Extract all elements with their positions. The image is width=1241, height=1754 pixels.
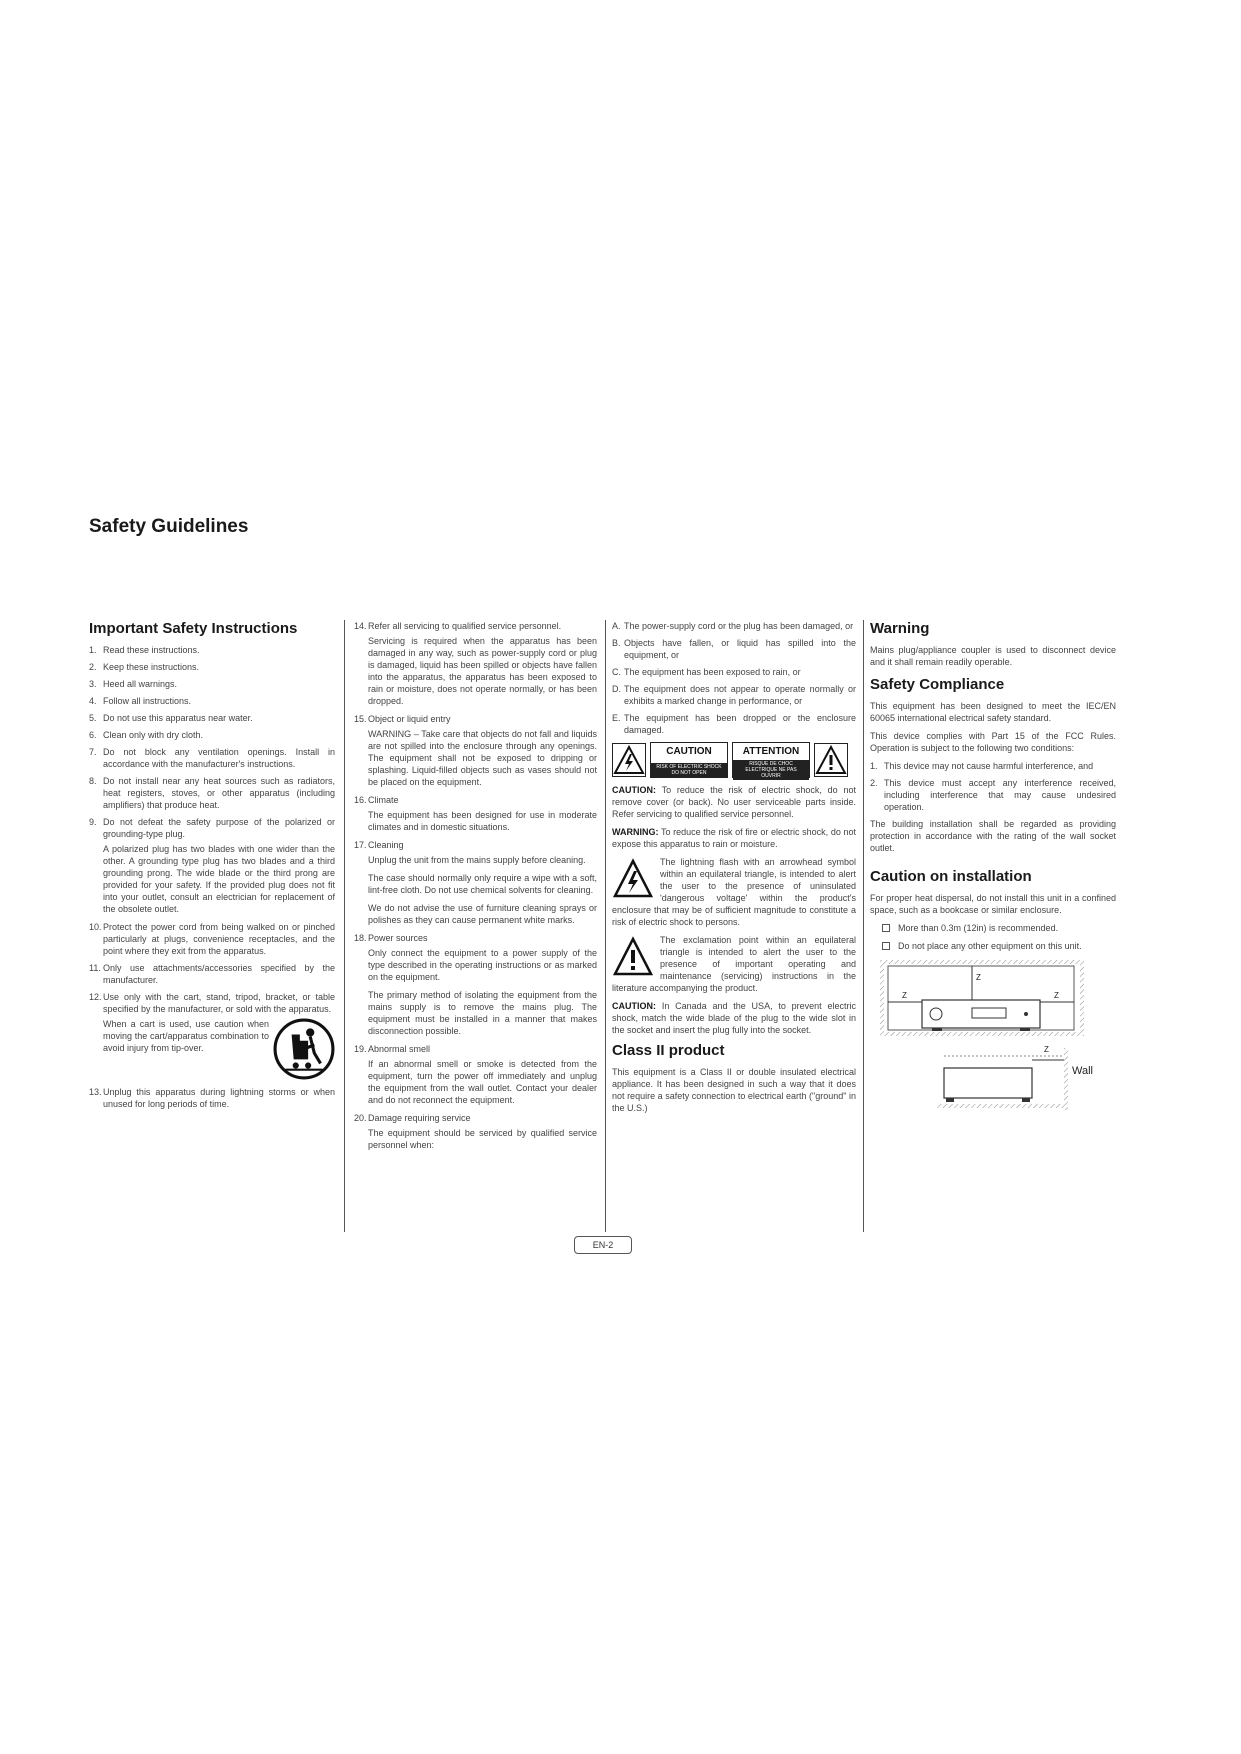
clearance-diagram: [870, 960, 1116, 1110]
exclamation-triangle-icon: [612, 936, 654, 978]
instruction-item: 20. Damage requiring service The equipment should be serviced by qualified service personnel when:: [354, 1113, 597, 1150]
caution-plug-text: CAUTION: In Canada and the USA, to prevent electric shock, match the wide blade of the plug to the wide slot in the socket and insert the plug fully into the socket.: [612, 1001, 856, 1035]
caution-column: [612, 620, 856, 1120]
important-safety-column: [89, 620, 335, 1115]
condition-item: 1. This device may not cause harmful interference, and: [870, 761, 1094, 771]
service-conditions-list: [612, 620, 856, 736]
instruction-list: [89, 644, 335, 1110]
cart-caution-detail: When a cart is used, use caution when moving the cart/apparatus combination to avoid injury from tip-over.: [103, 1018, 335, 1080]
fcc-text: This device complies with Part 15 of the FCC Rules. Operation is subject to the following two conditions:: [870, 731, 1116, 753]
servicing-column: [354, 620, 597, 1157]
instruction-item: 10. Protect the power cord from being walked on or pinched particularly at plugs, convenience receptacles, and the point where they exit from the apparatus.: [89, 922, 335, 956]
instruction-item: 1. Read these instructions.: [89, 645, 200, 655]
lightning-explanation: The lightning flash with an arrowhead symbol within an equilateral triangle, is intended to alert the user to the presence of uninsulated 'dangerous voltage' within the product's enclosure that may be of sufficient magnitude to constitute a risk of electric shock to persons.: [612, 857, 856, 927]
safety-compliance-heading: Safety Compliance: [870, 676, 1005, 693]
exclamation-explanation: The exclamation point within an equilateral triangle is intended to alert the user to the presence of important operating and maintenance (servicing) instructions in the literature accompanying the product.: [612, 935, 856, 993]
column-divider: [344, 620, 345, 1232]
polarized-plug-detail: A polarized plug has two blades with one wider than the other. A grounding type plug has two blades and a third grounding prong. The wide blade or the third prong are provided for your safety. If the provided plug does not fit into your outlet, consult an electrician for replacement of the obsolete outlet.: [103, 844, 335, 914]
warning-rain-text: WARNING: To reduce the risk of fire or electric shock, do not expose this apparatus to rain or moisture.: [612, 827, 856, 849]
instruction-item: 9. Do not defeat the safety purpose of the polarized or grounding-type plug. A polarized plug has two blades with one wider than the other. A grounding type plug has two blades and a third grounding prong. The wide blade or the third prong are provided for your safety. If the provided plug does not fit into your outlet, consult an electrician for replacement of the obsolete outlet.: [89, 817, 335, 914]
compliance-column: [870, 620, 1116, 1110]
attention-box: ATTENTION RISQUE DE CHOC ELECTRIQUE NE PAS OUVRIR: [732, 742, 810, 778]
column-divider: [605, 620, 606, 1232]
building-installation-text: The building installation shall be regarded as providing protection in accordance with the rating of the wall socket outlet.: [870, 819, 1116, 853]
page-number: EN-2: [574, 1236, 632, 1254]
cart-tipover-icon: [273, 1018, 335, 1080]
condition-item: D. The equipment does not appear to operate normally or exhibits a marked change in performance, or: [612, 684, 856, 706]
svg-text:Z: Z: [1054, 991, 1059, 1000]
installation-text: For proper heat dispersal, do not install this unit in a confined space, such as a bookcase or similar enclosure.: [870, 893, 1116, 915]
page-title: Safety Guidelines: [89, 516, 249, 537]
caution-box: CAUTION RISK OF ELECTRIC SHOCK DO NOT OPEN: [650, 742, 728, 778]
installation-heading: Caution on installation: [870, 868, 1032, 885]
instruction-item: 16. Climate The equipment has been designed for use in moderate climates and in domestic situations.: [354, 795, 597, 832]
class-ii-heading: Class II product: [612, 1042, 725, 1059]
installation-item: Do not place any other equipment on this unit.: [882, 940, 1116, 952]
instruction-item: 13. Unplug this apparatus during lightning storms or when unused for long periods of time.: [89, 1087, 335, 1109]
svg-text:Z: Z: [976, 973, 981, 982]
column-divider: [863, 620, 864, 1232]
fcc-conditions-list: [870, 760, 1116, 813]
instruction-item: 19. Abnormal smell If an abnormal smell or smoke is detected from the equipment, turn the power off immediately and unplug the equipment from the wall outlet. Contact your dealer and do not reconnect the equipment.: [354, 1044, 597, 1105]
important-safety-heading: Important Safety Instructions: [89, 620, 298, 637]
svg-text:Z: Z: [1044, 1045, 1049, 1054]
servicing-list: [354, 620, 597, 1151]
instruction-item: 12. Use only with the cart, stand, tripod, bracket, or table specified by the manufacturer, or sold with the apparatus. When a cart is used, use caution when moving the cart/apparatus combination to avoid injury from tip-over.: [89, 991, 335, 1080]
instruction-item: 3. Heed all warnings.: [89, 679, 178, 689]
condition-item: C. The equipment has been exposed to rain, or: [612, 667, 801, 677]
installation-list: [870, 922, 1116, 952]
warning-text: Mains plug/appliance coupler is used to disconnect device and it shall remain readily operable.: [870, 645, 1116, 667]
warning-heading: Warning: [870, 620, 930, 637]
instruction-item: 15. Object or liquid entry WARNING – Take care that objects do not fall and liquids are not spilled into the enclosure through any openings. The equipment shall not be exposed to dripping or splashing. Liquid-filled objects such as vases should not be placed on the equipment.: [354, 714, 597, 787]
instruction-item: 18. Power sources Only connect the equipment to a power supply of the type described in the operating instructions or as marked on the equipment. The primary method of isolating the equipment from the mains supply is to remove the mains plug. The equipment must be installed in a manner that makes disconnection possible.: [354, 933, 597, 1036]
lightning-triangle-icon: [612, 858, 654, 900]
instruction-item: 17. Cleaning Unplug the unit from the mains supply before cleaning. The case should normally only require a wipe with a soft, lint-free cloth. Do not use chemical solvents for cleaning. We do not advise the use of furniture cleaning sprays or polishes as they can cause permanent white marks.: [354, 840, 597, 925]
instruction-item: 11. Only use attachments/accessories specified by the manufacturer.: [89, 963, 335, 985]
installation-item: More than 0.3m (12in) is recommended.: [882, 922, 1116, 934]
condition-item: E. The equipment has been dropped or the enclosure damaged.: [612, 713, 856, 735]
class-ii-text: This equipment is a Class II or double insulated electrical appliance. It has been designed in such a way that it does not require a safety connection to electrical earth ("ground" in the U.S.): [612, 1067, 856, 1113]
clearance-diagram-svg: [870, 960, 1116, 1110]
instruction-item: 6. Clean only with dry cloth.: [89, 730, 204, 740]
instruction-item: 4. Follow all instructions.: [89, 696, 192, 706]
caution-label-row: [612, 742, 856, 778]
lightning-warning-icon: [612, 743, 646, 777]
instruction-item: 7. Do not block any ventilation openings. Install in accordance with the manufacturer's instructions.: [89, 747, 335, 769]
instruction-item: 2. Keep these instructions.: [89, 662, 200, 672]
instruction-item: 5. Do not use this apparatus near water.: [89, 713, 253, 723]
instruction-item: 8. Do not install near any heat sources such as radiators, heat registers, stoves, or other apparatus (including amplifiers) that produce heat.: [89, 776, 335, 810]
condition-item: A. The power-supply cord or the plug has been damaged, or: [612, 621, 854, 631]
compliance-standard-text: This equipment has been designed to meet the IEC/EN 60065 international electrical safety standard.: [870, 701, 1116, 723]
caution-shock-text: CAUTION: To reduce the risk of electric shock, do not remove cover (or back). No user serviceable parts inside. Refer servicing to qualified service personnel.: [612, 785, 856, 819]
condition-item: B. Objects have fallen, or liquid has spilled into the equipment, or: [612, 638, 856, 660]
svg-text:Wall: Wall: [1072, 1065, 1093, 1077]
instruction-item: 14. Refer all servicing to qualified service personnel. Servicing is required when the apparatus has been damaged in any way, such as power-supply cord or plug is damaged, liquid has been spilled or objects have fallen into the apparatus, the apparatus has been exposed to rain or moisture, does not operate normally, or has been dropped.: [354, 621, 597, 706]
svg-text:Z: Z: [902, 991, 907, 1000]
condition-item: 2. This device must accept any interference received, including interference that may cause undesired operation.: [870, 778, 1116, 812]
exclamation-warning-icon: [814, 743, 848, 777]
